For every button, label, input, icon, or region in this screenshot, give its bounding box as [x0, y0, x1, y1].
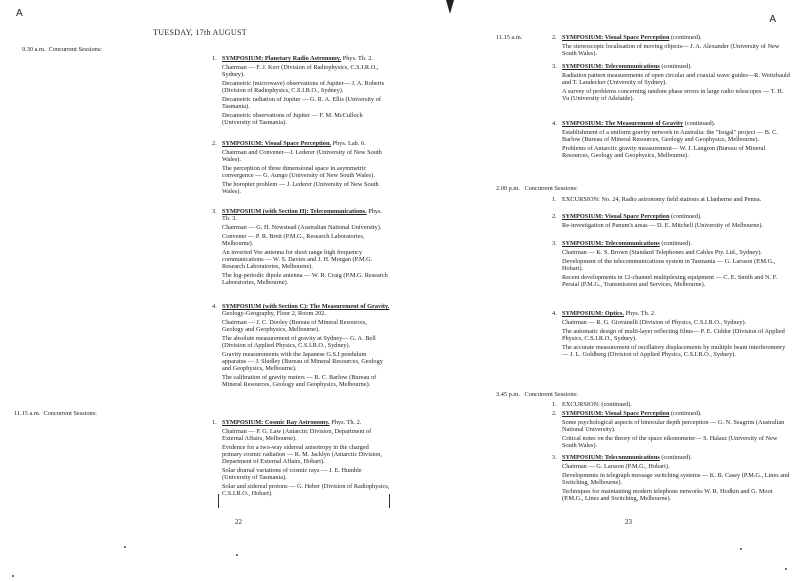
session-time	[14, 410, 97, 417]
item-number: 4.	[552, 120, 557, 127]
item-line: Chairman and Convener—J. Lederer (University of New South Wales).	[222, 149, 382, 163]
session-item	[552, 410, 790, 451]
item-title: SYMPOSIUM: Visual Space Perception	[562, 410, 670, 417]
scan-speck	[236, 554, 238, 556]
item-number: 3.	[212, 208, 217, 215]
scan-speck	[124, 546, 126, 548]
session-label: Concurrent Sessions:	[524, 391, 578, 398]
session-time-text: 11.15 a.m.	[496, 34, 523, 41]
item-title: SYMPOSIUM: Cosmic Ray Astronomy.	[222, 419, 330, 426]
item-line: Decametric observations of Jupiter — F. M. McCulloch (University of Tasmania).	[222, 112, 363, 126]
item-location: Geology-Geography, Floor 2, Room 202.	[222, 310, 327, 317]
item-line: Decametric radiation of Jupiter — G. R. A. Ellis (University of Tasmania).	[222, 96, 381, 110]
item-title: SYMPOSIUM: Optics.	[562, 310, 624, 317]
right-page	[400, 0, 800, 582]
session-item	[552, 63, 790, 104]
item-number: 2.	[212, 140, 217, 147]
item-number: 3.	[552, 63, 557, 70]
item-line: Critical notes on the theory of the space eikonometer— S. Halasz (University of New South Wales).	[562, 435, 778, 449]
item-number: 1.	[552, 196, 557, 203]
item-line: Chairman — F. J. Kerr (Division of Radiophysics, C.S.I.R.O., Sydney).	[222, 64, 379, 78]
session-label: Concurrent Sessions:	[524, 185, 578, 192]
item-location: (continued).	[671, 34, 702, 41]
item-line: Solar and sidereal protons — G. Heber (Division of Radiophysics, C.S.I.R.O., Hobart).	[222, 483, 390, 497]
item-title: SYMPOSIUM: Visual Space Perception	[562, 213, 670, 220]
item-location: Phys. Th. 3.	[222, 208, 383, 222]
item-number: 1.	[212, 55, 217, 62]
item-line: Problems of Antarctic gravity measurement— W. J. Langron (Bureau of Mineral Resources, Geology and Geophysics, Melbourne).	[562, 145, 766, 159]
item-number: 2.	[552, 213, 557, 220]
right-page-corner-letter: A	[769, 14, 776, 25]
session-item	[552, 240, 790, 290]
session-item	[552, 310, 790, 360]
item-line: Gravity measurements with the Japanese G.S.I pendulum apparatus — J. Sludley (Bureau of Mineral Resources, Geology and Geophysics, Melbourne).	[222, 351, 383, 372]
item-line: Developments in telegraph message switching systems — K. B. Casey (P.M.G., Lines and Switching, Melbourne).	[562, 472, 790, 486]
item-title: SYMPOSIUM: The Measurement of Gravity	[562, 120, 684, 127]
session-item	[212, 208, 390, 288]
item-location: (continued).	[671, 213, 702, 220]
session-time-text: 2.00 p.m.	[496, 185, 520, 192]
item-line: The calibration of gravity meters — B. C. Barlow (Bureau of Mineral Resources, Geology and Geophysics, Melbourne).	[222, 374, 377, 388]
item-location: Phys. Th. 2.	[331, 419, 362, 426]
item-line: Some psychological aspects of binocular depth perception — G. N. Seagrim (Australian National University).	[562, 419, 785, 433]
item-line: Development of the telecommunications system in Tasmania — G. Larsson (P.M.G., Hobart).	[562, 258, 776, 272]
page-number: 22	[235, 518, 242, 526]
session-item	[552, 34, 790, 59]
item-number: 3.	[552, 454, 557, 461]
session-time	[496, 391, 578, 398]
session-time-text: 11.15 a.m.	[14, 410, 41, 417]
scan-speck	[12, 575, 14, 577]
session-time	[496, 34, 522, 41]
item-number: 2.	[552, 410, 557, 417]
item-line: A survey of problems concerning random phase errors in large radio telescopes — T. H. Vu (University of Adelaide).	[562, 88, 784, 102]
session-item	[552, 196, 790, 205]
session-item	[212, 303, 390, 390]
item-line: Solar diurnal variations of cosmic rays — J. E. Humble (University of Tasmania).	[222, 467, 362, 481]
item-location: (continued).	[661, 240, 692, 247]
session-item	[552, 401, 790, 410]
session-label: Concurrent Sessions:	[48, 46, 102, 53]
item-line: Chairman — K. S. Brown (Standard Telephones and Cables Pty. Ltd., Sydney).	[562, 249, 762, 256]
item-line: The absolute measurement of gravity at Sydney— G. A. Bell (Division of Applied Physics, C.S.I.R.O., Sydney).	[222, 335, 376, 349]
item-line: Recent developments in 12-channel multiplexing equipment — C. E. Smith and N. F. Persial (P.M.G., Transmission and Services, Melbourne).	[562, 274, 778, 288]
margin-bracket-mark	[218, 494, 219, 508]
item-line: Chairman — G. Larsson (P.M.G., Hobart).	[562, 463, 670, 470]
item-title: SYMPOSIUM: Telecommunications	[562, 454, 660, 461]
item-line: Decametric (microwave) observations of Jupiter— J. A. Roberts (Division of Radiophysics, C.S.I.R.O., Sydney).	[222, 80, 385, 94]
page-number: 23	[625, 518, 632, 526]
item-title: SYMPOSIUM: Visual Space Perception	[562, 34, 670, 41]
item-location: (continued).	[684, 120, 716, 127]
item-line: An inverted Vee antenna for short range high frequency communications — W. S. Davies and J. H. Morgan (P.M.G. Research Laboratories, Melbourne).	[222, 249, 373, 270]
item-line: The log-periodic dipole antenna — W. R. Craig (P.M.G. Research Laboratories, Melbourne).	[222, 272, 388, 286]
item-line: The perception of three dimensional space in asymmetric convergence — G. Aungo (University of New South Wales).	[222, 165, 375, 179]
session-item	[552, 120, 790, 161]
session-item	[552, 213, 790, 231]
item-line: Chairman — J. C. Dooley (Bureau of Mineral Resources, Geology and Geophysics, Melbourne).	[222, 319, 367, 333]
item-location: EXCURSION: (continued).	[562, 401, 632, 408]
item-number: 3.	[552, 240, 557, 247]
left-page-corner-letter: A	[16, 8, 23, 19]
item-title: SYMPOSIUM: Planetary Radio Astronomy.	[222, 55, 342, 62]
item-line: Convener — P. R. Brett (P.M.G., Research Laboratories, Melbourne).	[222, 233, 365, 247]
item-line: The accurate measurement of oscillatory displacements by multiple beam interferometry — J. L. Goldberg (Division of Applied Physics, C.S.I.R.O., Sydney).	[562, 344, 786, 358]
item-location: Phys. Th. 2.	[625, 310, 656, 317]
item-number: 4.	[212, 303, 217, 310]
item-location: (continued).	[671, 410, 702, 417]
session-item	[212, 140, 390, 197]
session-item	[212, 55, 390, 128]
item-location: Phys. Lab. 6.	[332, 140, 366, 147]
scan-speck	[740, 548, 742, 550]
session-item	[212, 419, 390, 499]
item-line: Re-investigation of Panum's areas — D. E. Mitchell (University of Melbourne).	[562, 222, 764, 229]
item-location: Phys. Th. 2.	[342, 55, 373, 62]
item-title: SYMPOSIUM: Visual Space Perception.	[222, 140, 332, 147]
item-location: EXCURSION: No. 24, Radio astronomy field stations at Llanherne and Penna.	[562, 196, 762, 203]
session-time	[496, 185, 578, 192]
item-number: 2.	[552, 34, 557, 41]
item-line: Radiation pattern measurements of open circular and coaxial wave guides—R. Weitzbauld and T. Landecker (University of Sydney).	[562, 72, 790, 86]
session-time-text: 9.30 a.m.	[22, 46, 46, 53]
scan-speck	[785, 568, 787, 570]
item-line: Chairman — P. G. Law (Antarctic Division, Department of External Affairs, Melbourne).	[222, 428, 372, 442]
session-time	[22, 46, 102, 53]
item-number: 1.	[552, 401, 557, 408]
item-line: The horopter problem — J. Lederer (University of New South Wales).	[222, 181, 379, 195]
item-title: SYMPOSIUM: Telecommunications	[562, 240, 660, 247]
item-number: 1.	[212, 419, 217, 426]
item-line: Techniques for maintaining modern telephone networks W. R. Hodkin and G. Moot (P.M.G., Lines and Switching, Melbourne).	[562, 488, 773, 502]
session-item	[552, 454, 790, 504]
item-line: Evidence for a two-way sidereal anisotropy in the charged primary cosmic radiation — R. M. Jacklyn (Antarctic Division, Department of External Affairs, Hobart).	[222, 444, 383, 465]
margin-bracket-mark	[389, 494, 390, 508]
item-line: The stereoscopic localisation of moving objects— J. A. Alexander (University of New South Wales).	[562, 43, 780, 57]
item-line: Establishment of a uniform gravity network in Australia: the "Isogal" project — B. C. Barlow (Bureau of Mineral Resources, Geology and Geophysics, Melbourne).	[562, 129, 778, 143]
session-time-text: 3.45 p.m.	[496, 391, 520, 398]
page-heading: TUESDAY, 17th AUGUST	[153, 28, 247, 37]
session-label: Concurrent Sessions:	[43, 410, 97, 417]
item-location: (continued).	[661, 454, 692, 461]
item-title: SYMPOSIUM (with Section C): The Measurement of Gravity.	[222, 303, 390, 310]
item-title: SYMPOSIUM (with Section H): Telecommunications.	[222, 208, 367, 215]
item-line: The automatic design of multi-layer reflecting films— P. E. Ciddor (Division of Applied Physics, C.S.I.R.O., Sydney).	[562, 328, 785, 342]
item-line: Chairman — G. H. Newstead (Australian National University).	[222, 224, 382, 231]
item-line: Chairman — R. G. Giovanelli (Division of Physics, C.S.I.R.O., Sydney).	[562, 319, 747, 326]
item-number: 4.	[552, 310, 557, 317]
item-location: (continued).	[661, 63, 692, 70]
item-title: SYMPOSIUM: Telecommunications	[562, 63, 660, 70]
